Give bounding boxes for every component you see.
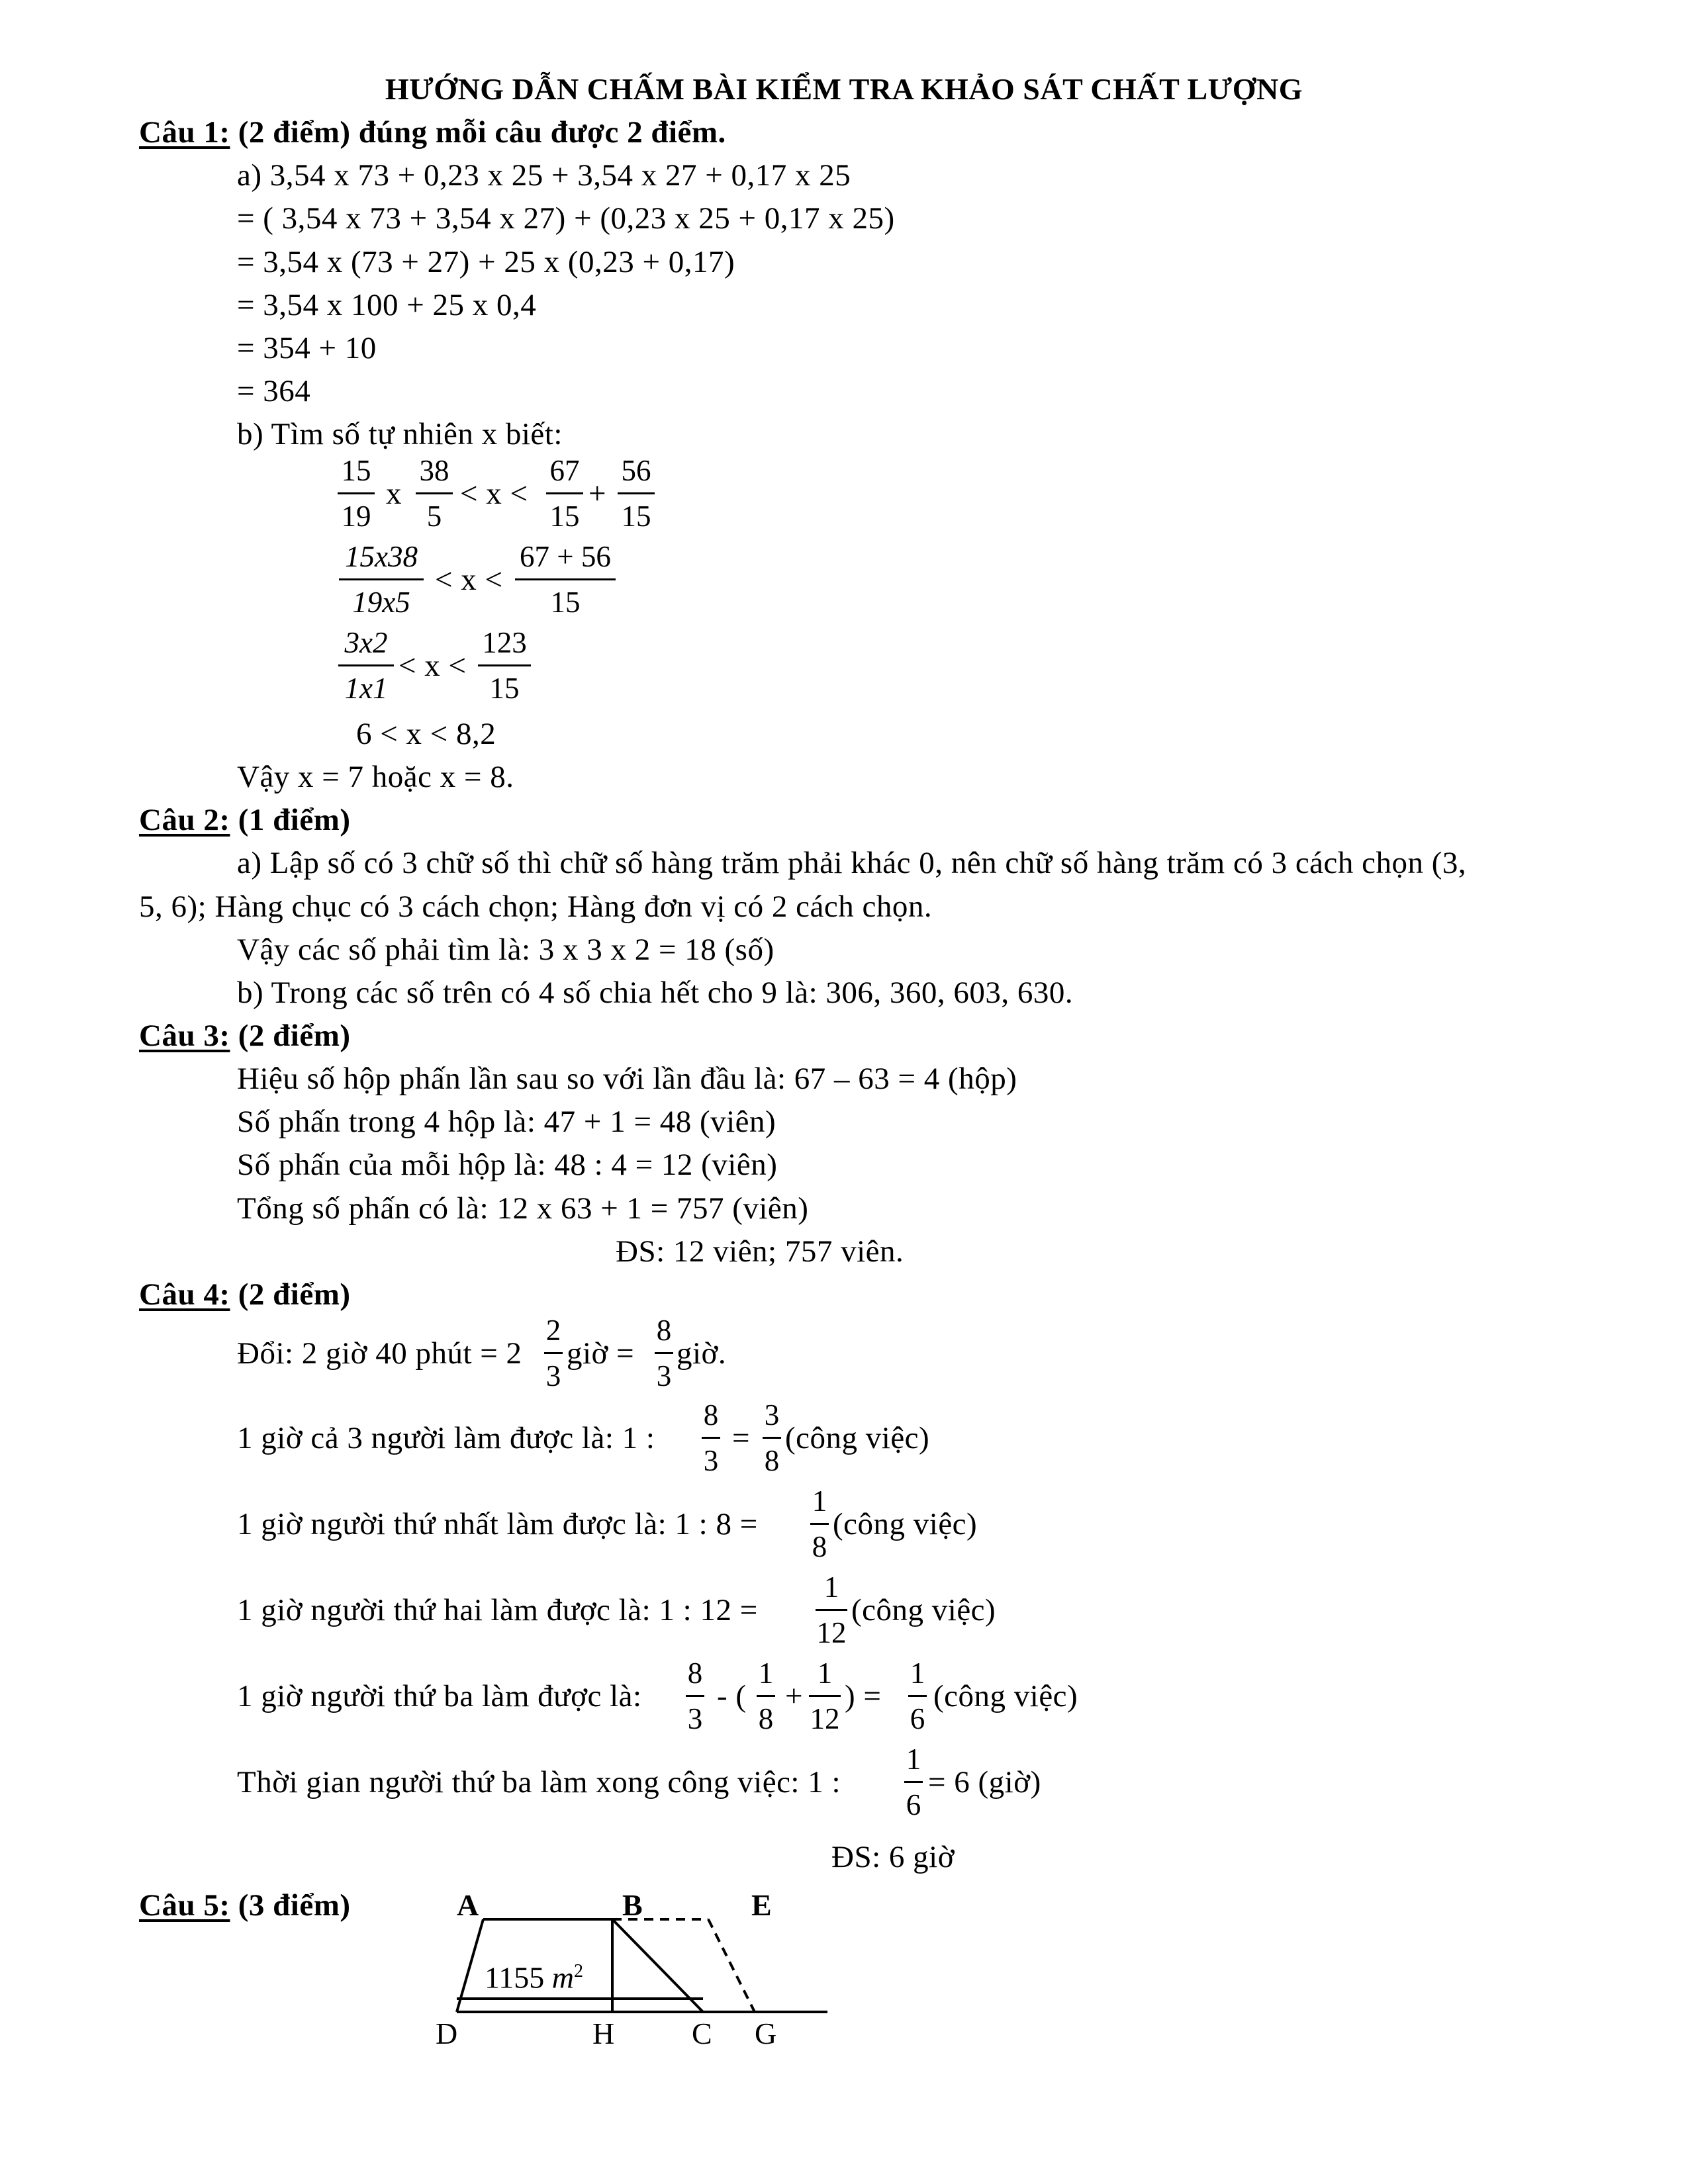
relation: < x < — [435, 563, 503, 597]
denominator: 15 — [489, 672, 520, 705]
denominator: 1x1 — [344, 672, 388, 705]
q4-l5-text: 1 giờ người thứ ba làm được là: — [237, 1679, 642, 1713]
q4-l2-end: (công việc) — [785, 1421, 930, 1455]
q2-label: Câu 2: — [139, 803, 230, 837]
denominator: 15 — [621, 500, 651, 533]
q1-a-line-6: = 364 — [237, 374, 311, 408]
q1-b-intro: b) Tìm số tự nhiên x biết: — [237, 417, 563, 451]
denominator: 15 — [549, 500, 580, 533]
q1-points: (2 điểm) đúng mỗi câu được 2 điểm. — [238, 115, 726, 150]
point-a-label: A — [457, 1888, 479, 1922]
q4-l5-plus: + — [785, 1679, 804, 1713]
numerator: 8 — [656, 1314, 672, 1347]
point-g-label: G — [755, 2017, 777, 2050]
numerator: 38 — [419, 454, 449, 487]
denominator: 12 — [816, 1616, 847, 1649]
numerator: 1 — [823, 1570, 839, 1604]
point-b-label: B — [622, 1888, 643, 1922]
numerator: 56 — [621, 454, 651, 487]
denominator: 6 — [906, 1788, 921, 1821]
q3-line-1: Hiệu số hộp phấn lần sau so với lần đầu là: 67 – 63 = 4 (hộp) — [237, 1062, 1017, 1096]
q4-l4-text: 1 giờ người thứ hai làm được là: 1 : 12 = — [237, 1593, 758, 1627]
relation: < x < — [399, 649, 467, 683]
q4-answer: ĐS: 6 giờ — [831, 1840, 955, 1874]
q4-l4-end: (công việc) — [851, 1593, 996, 1627]
q4-l2-text: 1 giờ cả 3 người làm được là: 1 : — [237, 1421, 655, 1455]
numerator: 1 — [817, 1657, 833, 1690]
q2-line-2: 5, 6); Hàng chục có 3 cách chọn; Hàng đơn vị có 2 cách chọn. — [139, 889, 933, 924]
q1-a-line-1: a) 3,54 x 73 + 0,23 x 25 + 3,54 x 27 + 0,17 x 25 — [237, 158, 851, 193]
area-exponent: 2 — [574, 1961, 584, 1981]
denominator: 3 — [703, 1444, 719, 1477]
numerator: 8 — [687, 1657, 703, 1690]
q1-step-4: 6 < x < 8,2 — [356, 717, 496, 751]
numerator: 3x2 — [344, 626, 388, 659]
q1-a-line-2: = ( 3,54 x 73 + 3,54 x 27) + (0,23 x 25 + 0,17 x 25) — [237, 201, 895, 236]
point-c-label: C — [692, 2017, 712, 2050]
q5-points: (3 điểm) — [238, 1888, 351, 1923]
denominator: 3 — [656, 1359, 672, 1392]
denominator: 3 — [545, 1359, 561, 1392]
q4-convert-end: giờ. — [677, 1336, 727, 1371]
q4-l6-text: Thời gian người thứ ba làm xong công việc: 1 : — [237, 1765, 841, 1799]
point-d-label: D — [436, 2017, 458, 2050]
point-e-label: E — [751, 1888, 772, 1922]
q3-answer: ĐS: 12 viên; 757 viên. — [616, 1234, 904, 1269]
q4-l6-end: = 6 (giờ) — [928, 1765, 1041, 1799]
q4-l5-close: ) = — [845, 1679, 882, 1713]
relation: < x < — [460, 477, 528, 511]
q3-label: Câu 3: — [139, 1019, 230, 1053]
q4-l5-minus: - ( — [717, 1679, 747, 1713]
q1-a-line-5: = 354 + 10 — [237, 331, 377, 365]
denominator: 15 — [550, 586, 581, 619]
q5-label: Câu 5: — [139, 1888, 230, 1923]
numerator: 3 — [764, 1398, 780, 1432]
segment-eg — [708, 1919, 755, 2012]
numerator: 1 — [812, 1484, 827, 1518]
q2-line-1: a) Lập số có 3 chữ số thì chữ số hàng trăm phải khác 0, nên chữ số hàng trăm có 3 cách chọn (3, — [237, 846, 1467, 880]
q4-convert-text: Đổi: 2 giờ 40 phút = 2 — [237, 1336, 522, 1371]
q4-l3-text: 1 giờ người thứ nhất làm được là: 1 : 8 = — [237, 1507, 758, 1541]
numerator: 15x38 — [345, 540, 418, 573]
area-value: 1155 — [485, 1960, 545, 1995]
q3-line-4: Tổng số phấn có là: 12 x 63 + 1 = 757 (viên) — [237, 1191, 809, 1226]
q1-a-line-4: = 3,54 x 100 + 25 x 0,4 — [237, 288, 537, 322]
denominator: 19 — [341, 500, 371, 533]
numerator: 8 — [703, 1398, 719, 1432]
operator: + — [588, 477, 607, 511]
area-label — [485, 1962, 583, 1993]
operator: x — [386, 477, 402, 511]
denominator: 3 — [687, 1702, 703, 1735]
q1-conclusion: Vậy x = 7 hoặc x = 8. — [237, 760, 514, 794]
page-title: HƯỚNG DẪN CHẤM BÀI KIỂM TRA KHẢO SÁT CHẤT LƯỢNG — [385, 72, 1303, 106]
denominator: 8 — [764, 1444, 780, 1477]
numerator: 2 — [545, 1314, 561, 1347]
q2-line-4: b) Trong các số trên có 4 số chia hết cho 9 là: 306, 360, 603, 630. — [237, 976, 1074, 1010]
q4-label: Câu 4: — [139, 1277, 230, 1312]
q3-points: (2 điểm) — [238, 1019, 351, 1053]
denominator: 8 — [758, 1702, 774, 1735]
q3-line-3: Số phấn của mỗi hộp là: 48 : 4 = 12 (viên) — [237, 1148, 778, 1182]
point-h-label: H — [592, 2017, 615, 2050]
q1-label: Câu 1: — [139, 115, 230, 150]
q4-l3-end: (công việc) — [833, 1507, 978, 1541]
denominator: 6 — [910, 1702, 925, 1735]
q4-l2-eq: = — [732, 1421, 751, 1455]
numerator: 1 — [910, 1657, 925, 1690]
numerator: 67 + 56 — [520, 540, 611, 573]
numerator: 1 — [906, 1743, 921, 1776]
q4-points: (2 điểm) — [238, 1277, 351, 1312]
q4-convert-mid: giờ = — [567, 1336, 635, 1371]
denominator: 12 — [810, 1702, 840, 1735]
numerator: 123 — [482, 626, 527, 659]
q4-l5-end: (công việc) — [933, 1679, 1078, 1713]
q1-a-line-3: = 3,54 x (73 + 27) + 25 x (0,23 + 0,17) — [237, 245, 735, 279]
numerator: 15 — [341, 454, 371, 487]
q3-line-2: Số phấn trong 4 hộp là: 47 + 1 = 48 (viên) — [237, 1105, 776, 1139]
q2-points: (1 điểm) — [238, 803, 351, 837]
denominator: 5 — [426, 500, 442, 533]
numerator: 67 — [549, 454, 580, 487]
numerator: 1 — [758, 1657, 774, 1690]
denominator: 19x5 — [352, 586, 410, 619]
denominator: 8 — [812, 1530, 827, 1563]
area-unit: m — [551, 1960, 575, 1995]
q2-line-3: Vậy các số phải tìm là: 3 x 3 x 2 = 18 (số) — [237, 933, 774, 967]
